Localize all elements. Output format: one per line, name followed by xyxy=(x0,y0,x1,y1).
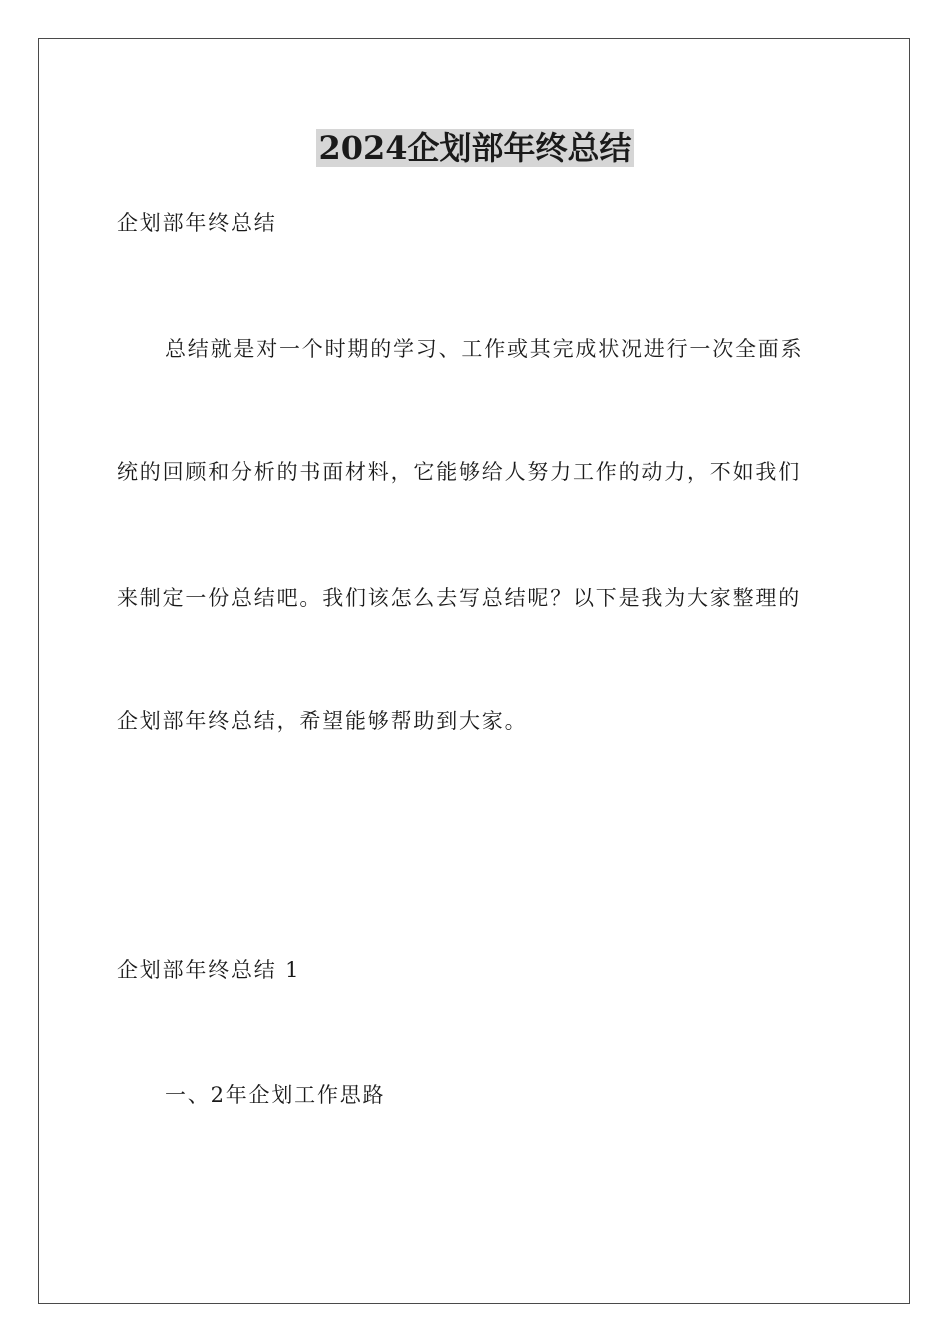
intro-line-4: 企划部年终总结，希望能够帮助到大家。 xyxy=(117,709,528,733)
intro-line-3: 来制定一份总结吧。我们该怎么去写总结呢？以下是我为大家整理的 xyxy=(117,586,801,610)
intro-line-2: 统的回顾和分析的书面材料，它能够给人努力工作的动力，不如我们 xyxy=(117,460,801,484)
section-heading: 企划部年终总结 1 xyxy=(117,958,301,982)
intro-line-1: 总结就是对一个时期的学习、工作或其完成状况进行一次全面系 xyxy=(165,337,804,361)
document-title xyxy=(0,124,950,172)
document-title-text: 2024企划部年终总结 xyxy=(318,129,632,167)
document-subtitle: 企划部年终总结 xyxy=(117,211,277,235)
subsection-heading: 一、2年企划工作思路 xyxy=(165,1083,386,1107)
